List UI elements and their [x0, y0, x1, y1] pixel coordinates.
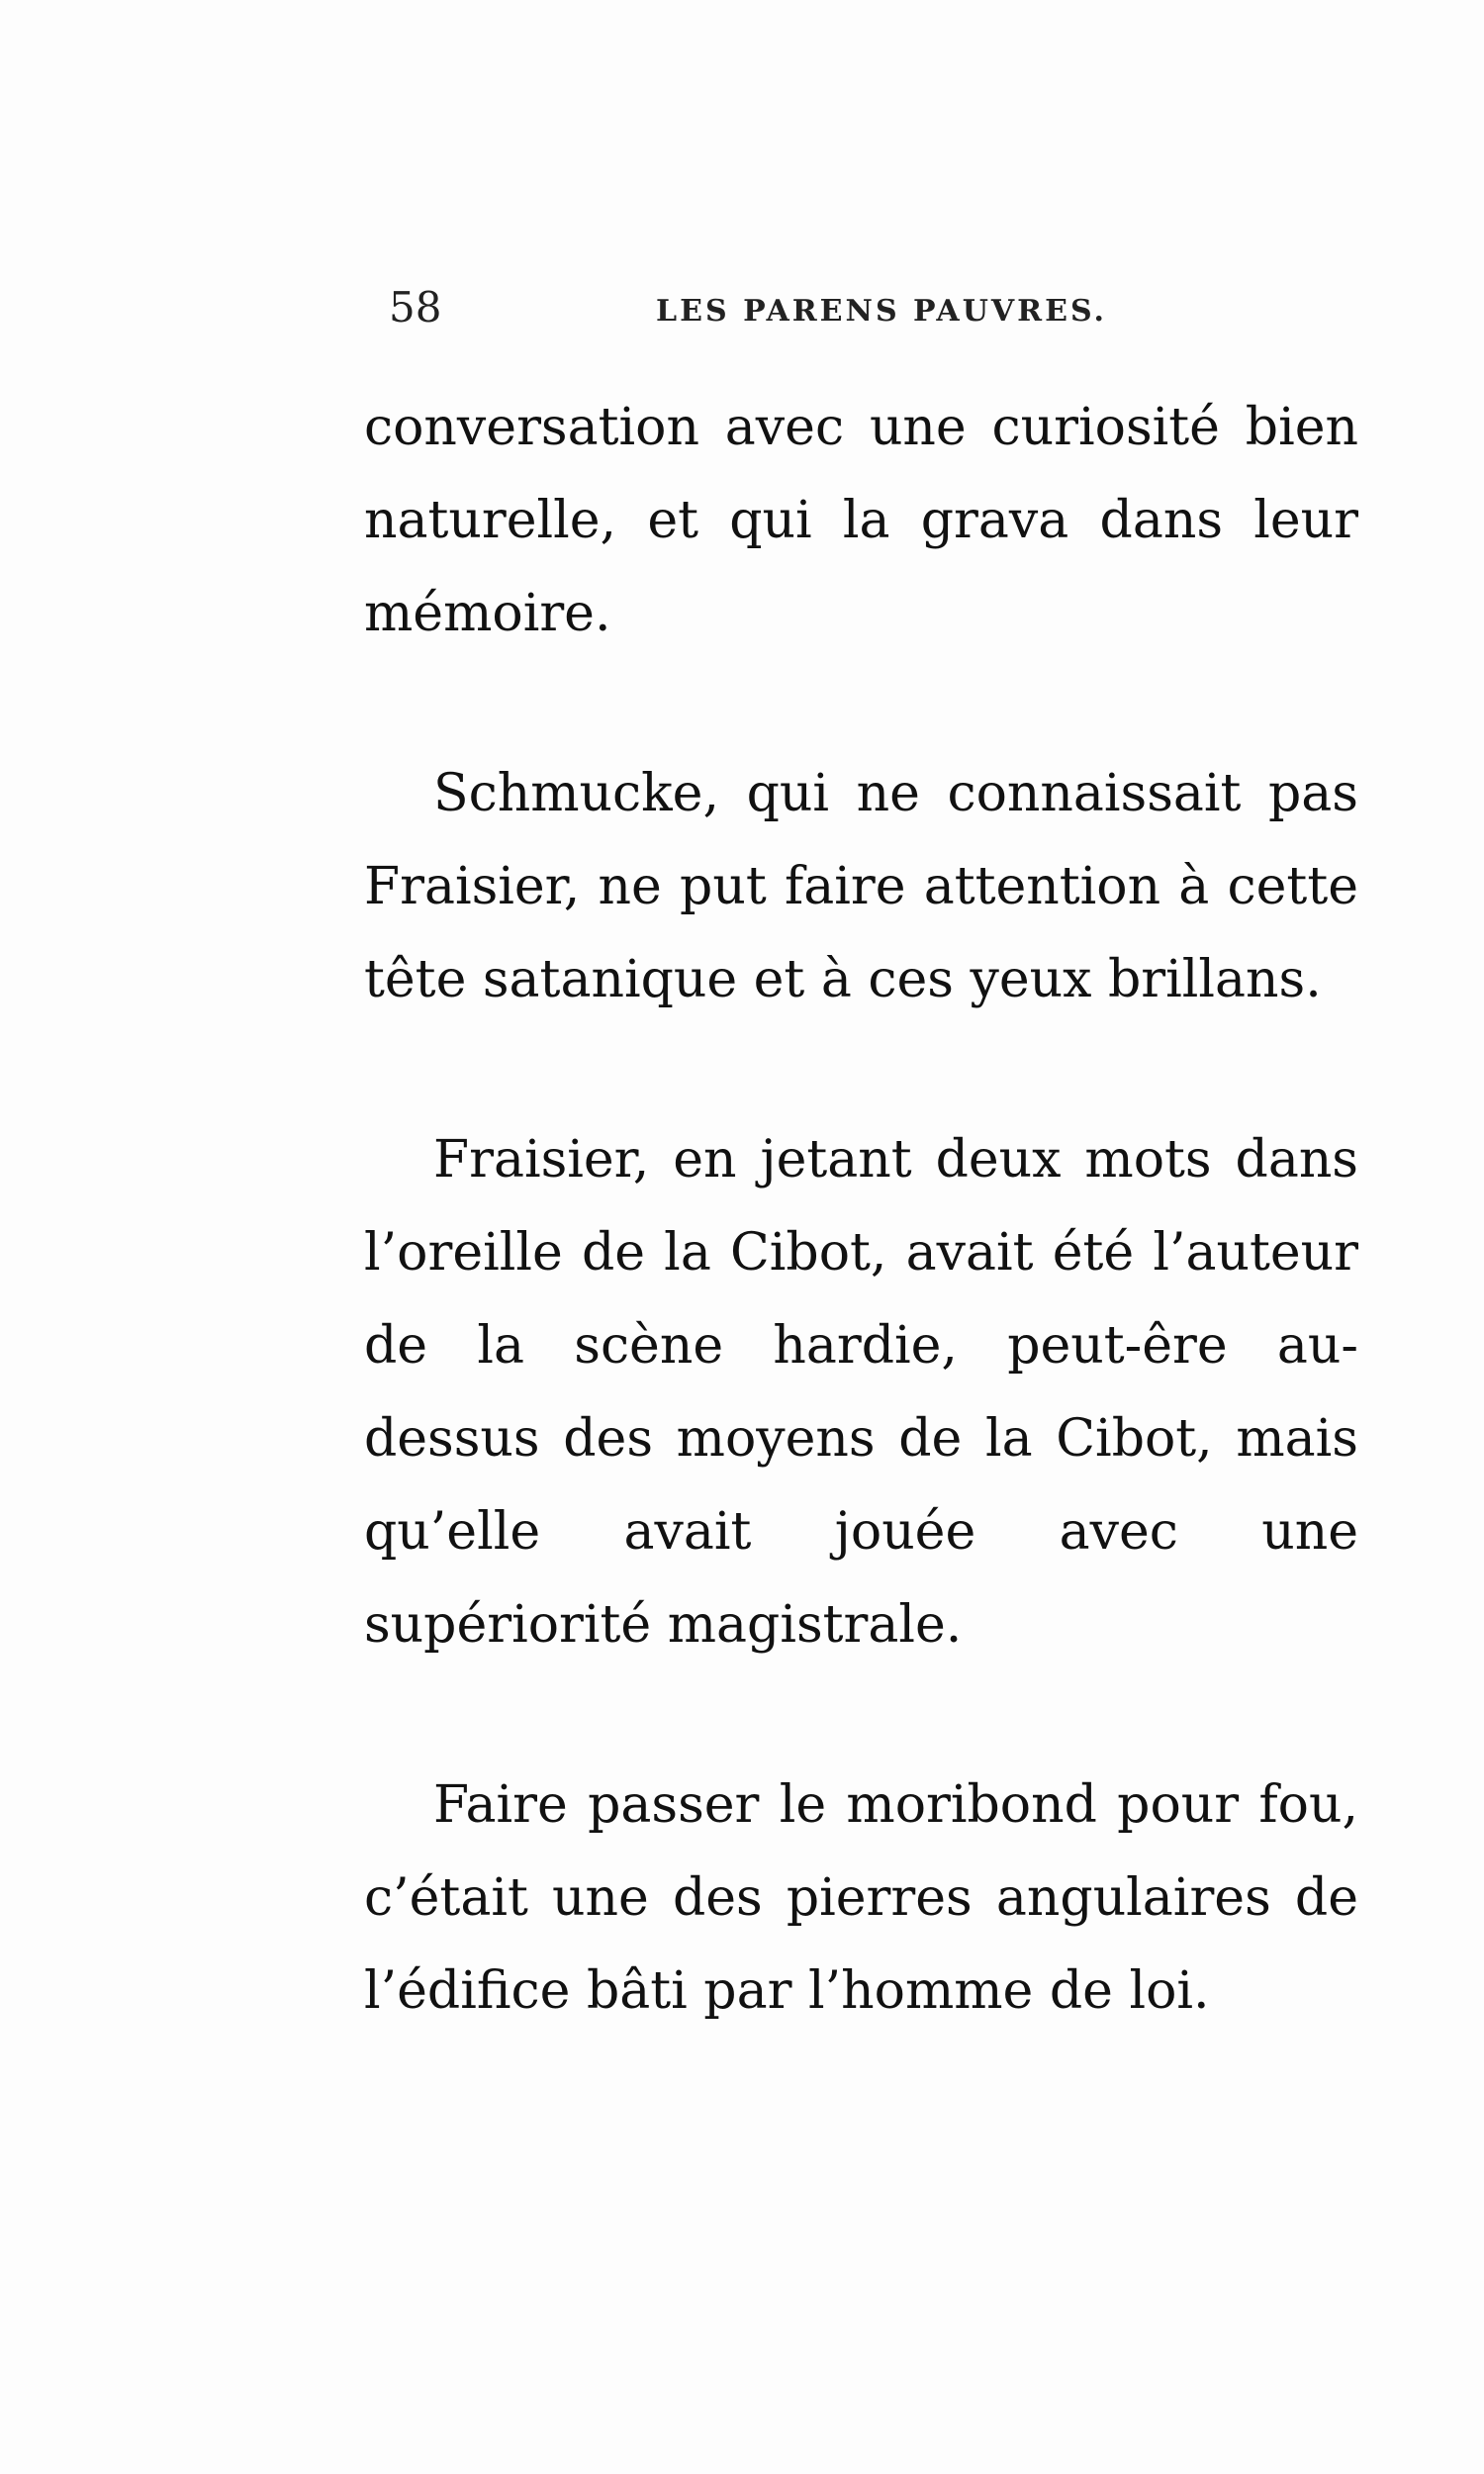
running-title: LES PARENS PAUVRES.	[656, 294, 1107, 329]
paragraph-gap	[364, 1026, 1358, 1113]
paragraph-2: Schmucke, qui ne connaissait pas Fraisier, ne put faire attention à cette tête satanique et à ces yeux brillans.	[364, 764, 1358, 1009]
paragraph-3: Fraisier, en jetant deux mots dans l’oreille de la Cibot, avait été l’auteur de la scène hardie, peut-êre au-dessus des moyens de la Cibot, mais qu’elle avait jouée avec une supériorité magistrale.	[364, 1130, 1358, 1655]
page-number: 58	[389, 283, 442, 332]
paragraph-1: conversation avec une curiosité bien naturelle, et qui la grava dans leur mémoire.	[364, 398, 1358, 643]
paragraph-4: Faire passer le moribond pour fou, c’était une des pierres angulaires de l’édifice bâti par l’homme de loi.	[364, 1775, 1358, 2021]
paragraph-gap	[364, 1671, 1358, 1759]
body-text	[364, 381, 1358, 2038]
page-header	[389, 283, 1358, 352]
paragraph-gap	[364, 660, 1358, 747]
